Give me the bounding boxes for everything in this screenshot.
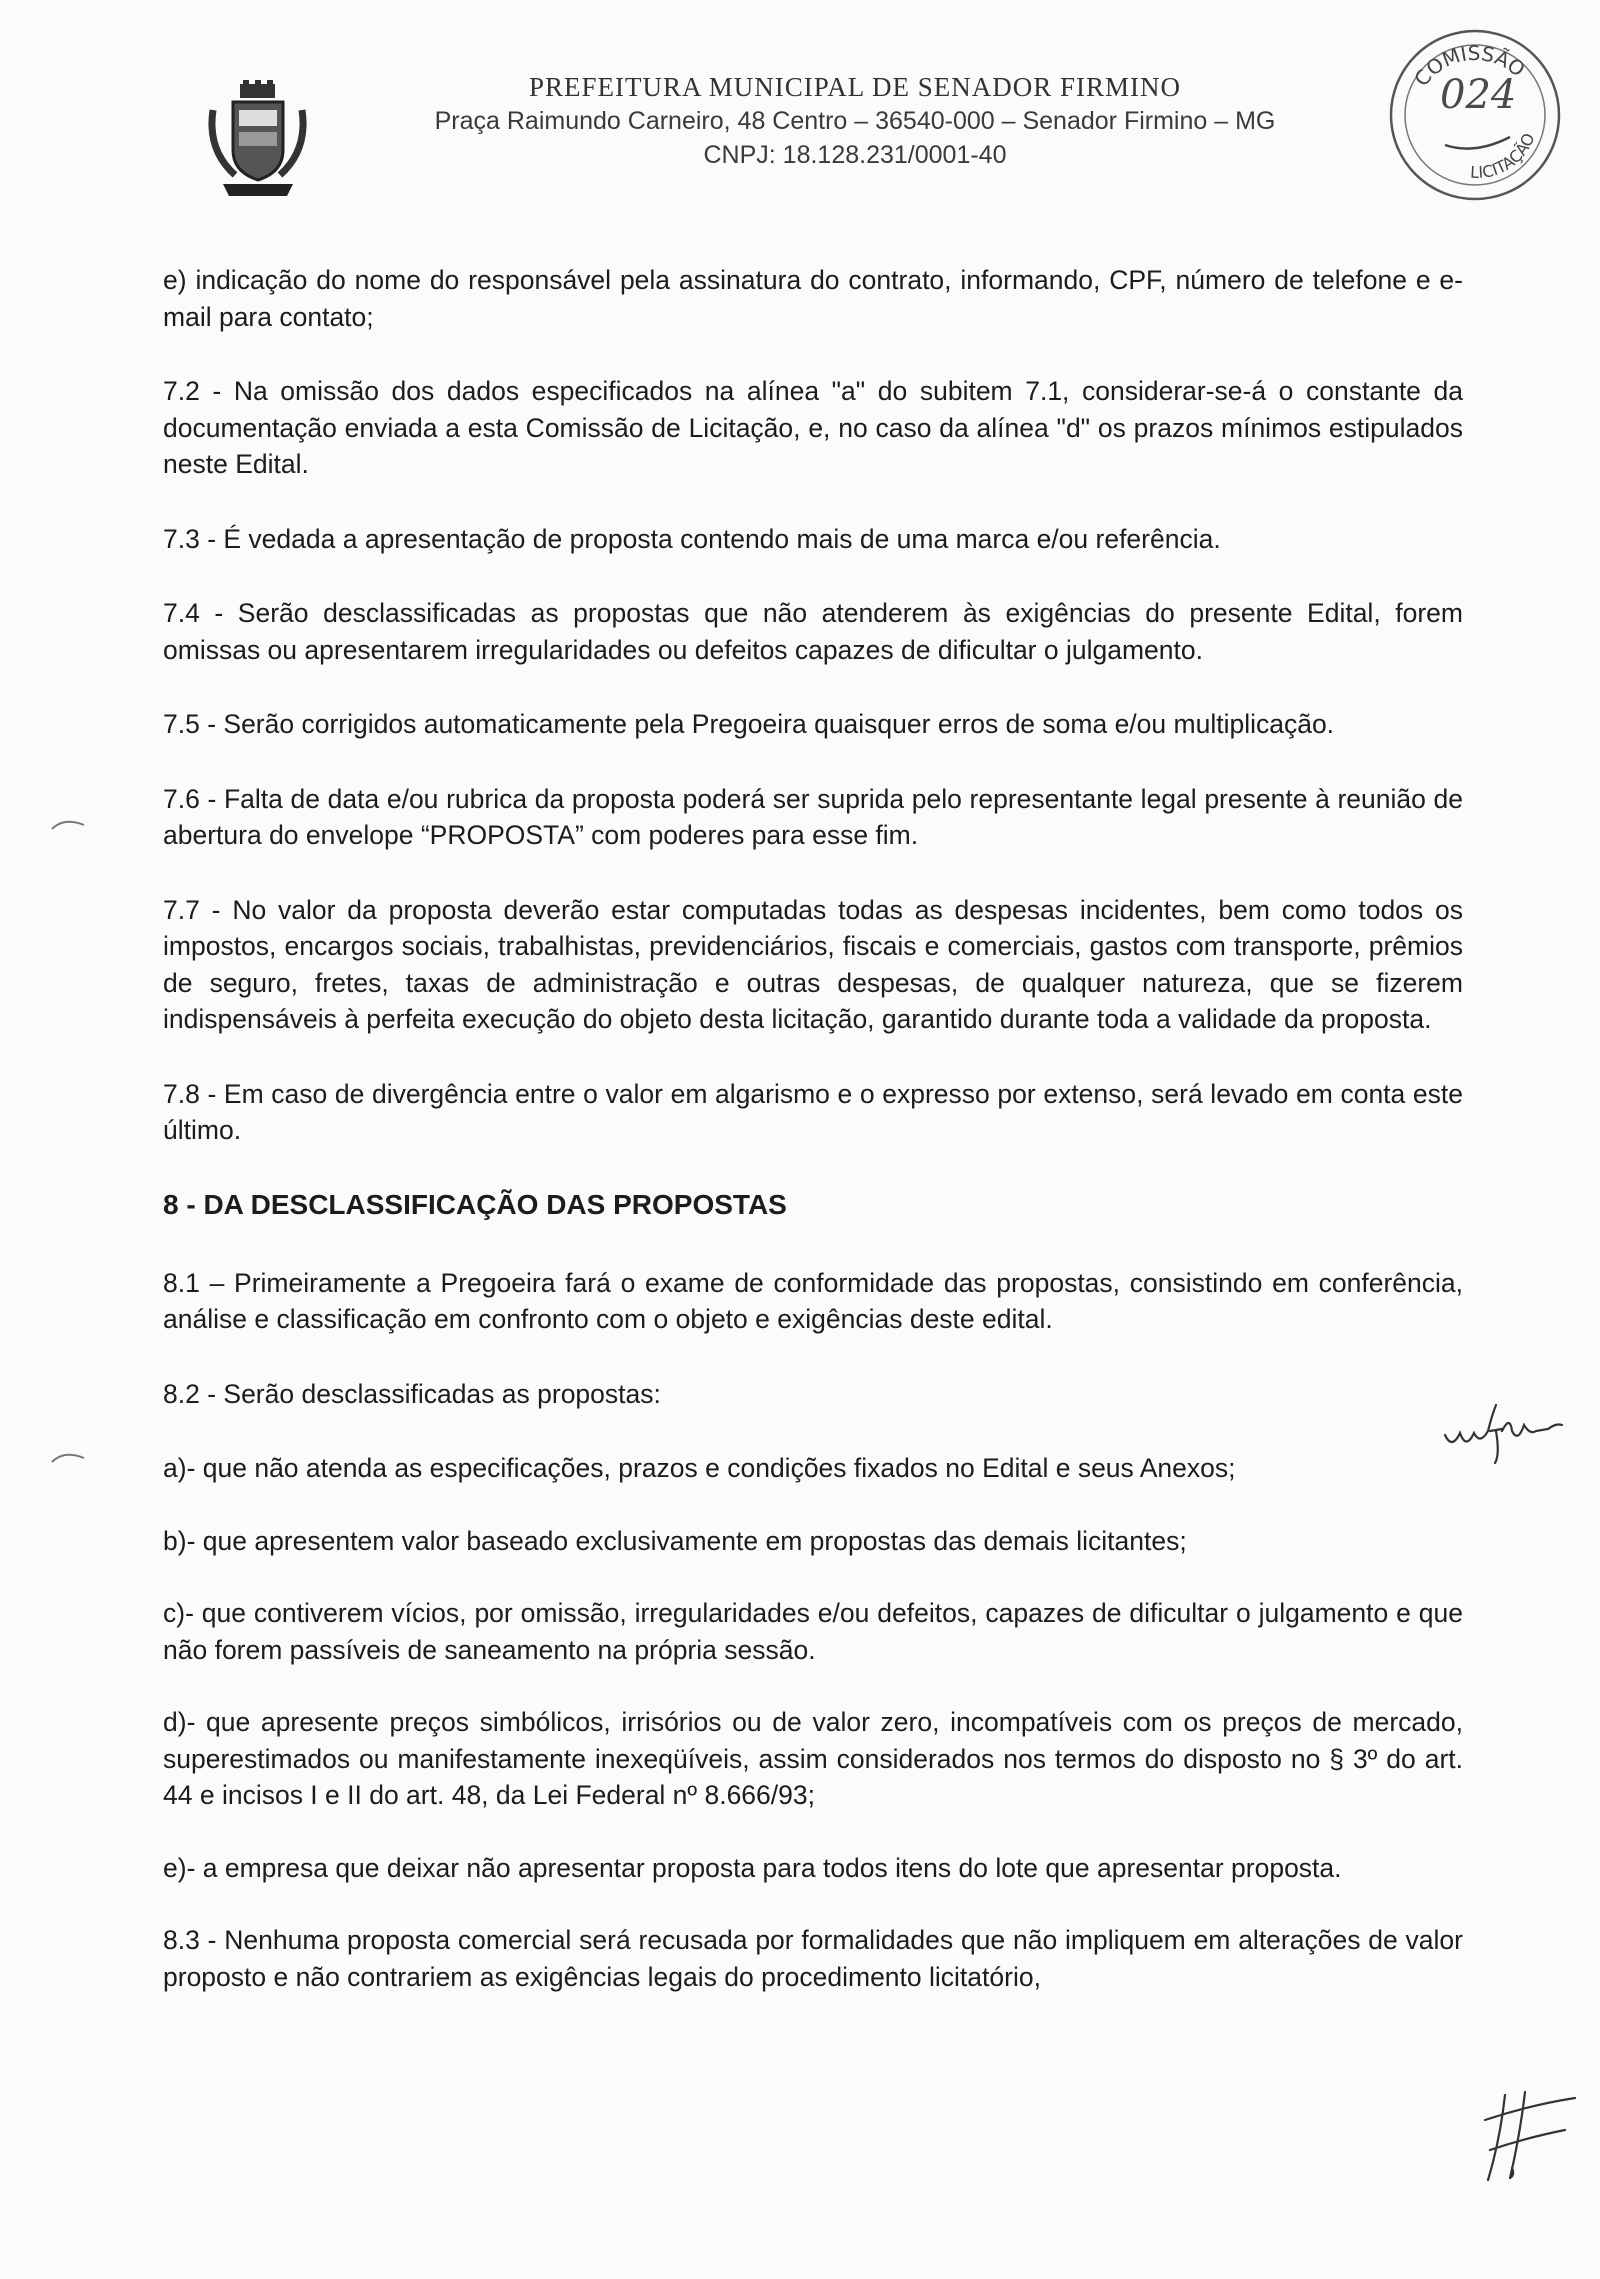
paragraph-7-5: 7.5 - Serão corrigidos automaticamente pela Pregoeira quaisquer erros de soma e/ou multiplicação. [163,709,1335,739]
handwritten-signature [1470,2080,1580,2190]
handwritten-initial [1440,1395,1600,1465]
paragraph-8-3: 8.3 - Nenhuma proposta comercial será recusada por formalidades que não impliquem em alterações de valor proposto e não contrariem as exigências legais do procedimento licitatório, [163,1925,1463,1992]
paragraph-7-2: 7.2 - Na omissão dos dados especificados na alínea "a" do subitem 7.1, considerar-se-á o constante da documentação enviada a esta Comissão de Licitação, e, no caso da alínea "d" os prazos mínimos estipulados neste Edital. [163,376,1463,479]
list-item-e: e)- a empresa que deixar não apresentar proposta para todos itens do lote que apresentar proposta. [163,1852,1342,1883]
paragraph-8-1: 8.1 – Primeiramente a Pregoeira fará o exame de conformidade das propostas, consistindo em conferência, análise e classificação em confronto com o objeto e exigências deste edital. [163,1267,1463,1334]
list-item-b: b)- que apresentem valor baseado exclusivamente em propostas das demais licitantes; [163,1525,1187,1556]
paragraph-7-7: 7.7 - No valor da proposta deverão estar computadas todas as despesas incidentes, bem como todos os impostos, encargos sociais, trabalhistas, previdenciários, fiscais e comerciais, gastos com transporte, prêmios de seguro, fretes, taxas de administração e outras despesas, de qualquer natureza, que se fizerem indispensáveis à perfeita execução do objeto desta licitação, garantido durante toda a validade da proposta. [163,894,1463,1034]
paragraph-7-8: 7.8 - Em caso de divergência entre o valor em algarismo e o expresso por extenso, será levado em conta este último. [163,1078,1463,1145]
list-item-c: c)- que contiverem vícios, por omissão, irregularidades e/ou defeitos, capazes de dificultar o julgamento e que não forem passíveis de saneamento na própria sessão. [163,1598,1463,1665]
stamp-number: 024 [1440,72,1517,118]
stamp-bottom-text: LICITAÇÃO [1469,130,1539,183]
svg-text:LICITAÇÃO [1470,130,1539,182]
stamp-top-text: COMISSÃO [1409,40,1530,91]
org-cnpj: CNPJ: 18.128.231/0001-40 [703,141,1007,169]
org-address: Praça Raimundo Carneiro, 48 Centro – 36540-000 – Senador Firmino – MG [434,107,1276,135]
margin-mark [50,1448,90,1468]
paragraph-7-4: 7.4 - Serão desclassificadas as propostas que não atenderem às exigências do presente Edital, forem omissas ou apresentarem irregularidades ou defeitos capazes de dificultar o julgamento. [163,598,1463,665]
section-8-title: 8 - DA DESCLASSIFICAÇÃO DAS PROPOSTAS [163,1188,787,1220]
paragraph-e: e) indicação do nome do responsável pela assinatura do contrato, informando, CPF, número de telefone e e-mail para contato; [163,265,1463,332]
paragraph-8-2: 8.2 - Serão desclassificadas as propostas: [163,1378,661,1409]
list-item-a: a)- que não atenda as especificações, prazos e condições fixados no Edital e seus Anexos; [163,1453,1236,1483]
municipal-crest-icon [205,80,310,200]
margin-mark [50,815,90,835]
paragraph-7-3: 7.3 - É vedada a apresentação de proposta contendo mais de uma marca e/ou referência. [163,523,1221,554]
list-item-d: d)- que apresente preços simbólicos, irrisórios ou de valor zero, incompatíveis com os preços de mercado, superestimados ou manifestamente inexeqüíveis, assim considerados nos termos do disposto no § 3º do art. 44 e incisos I e II do art. 48, da Lei Federal nº 8.666/93; [163,1707,1463,1810]
letterhead [330,70,1380,172]
paragraph-7-6: 7.6 - Falta de data e/ou rubrica da proposta poderá ser suprida pelo representante legal presente à reunião de abertura do envelope “PROPOSTA” com poderes para esse fim. [163,783,1463,850]
document-body [163,262,1463,2033]
org-name: PREFEITURA MUNICIPAL DE SENADOR FIRMINO [528,72,1182,102]
